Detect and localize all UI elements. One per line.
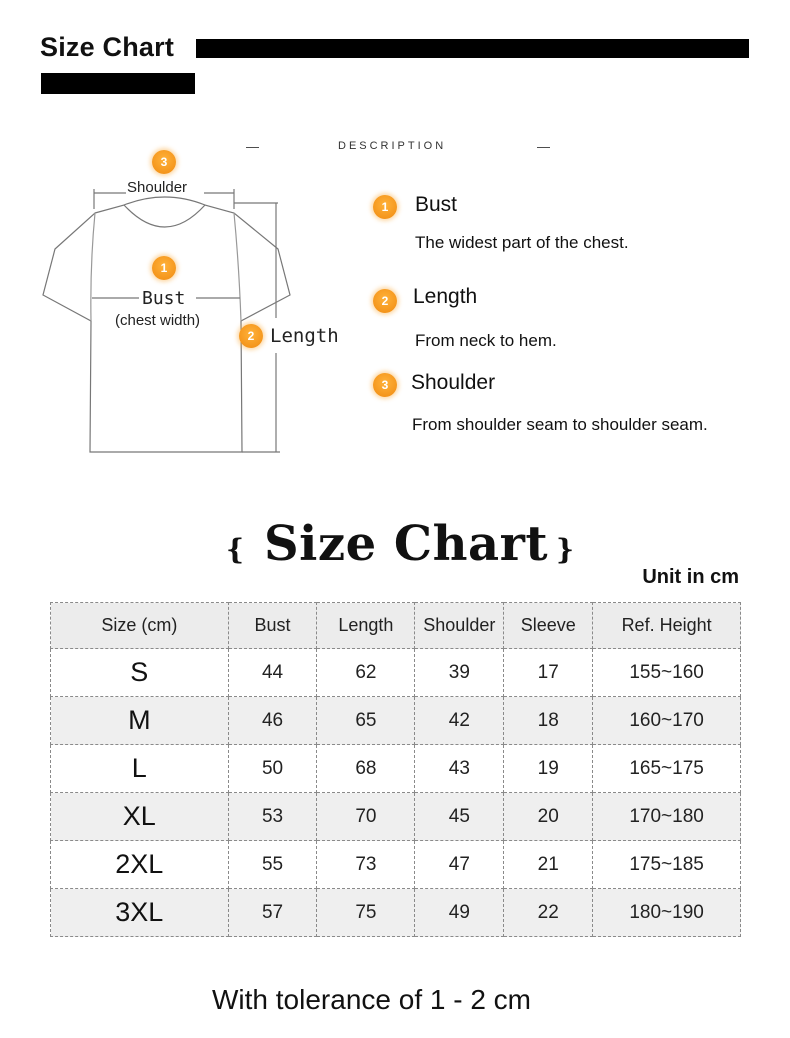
size-cell: 3XL [51, 889, 229, 937]
table-cell: 50 [228, 745, 317, 793]
size-chart-title: Size Chart [264, 516, 549, 572]
definition-text-length: From neck to hem. [415, 331, 557, 350]
header-bar-bottom [41, 73, 195, 94]
page-title: Size Chart [40, 32, 175, 62]
table-cell: 47 [415, 841, 504, 889]
definition-title-length: Length [413, 285, 478, 308]
table-cell: 39 [415, 649, 504, 697]
size-cell: 2XL [51, 841, 229, 889]
description-dash-right: — [537, 139, 550, 154]
table-cell: 55 [228, 841, 317, 889]
table-row [51, 889, 741, 937]
size-cell: L [51, 745, 229, 793]
table-cell: 46 [228, 697, 317, 745]
table-cell: 180~190 [593, 889, 741, 937]
table-cell: 57 [228, 889, 317, 937]
definition-title-bust: Bust [415, 193, 458, 216]
description-dash-left: — [246, 139, 259, 154]
chest-width-label: (chest width) [115, 312, 201, 329]
column-header: Sleeve [504, 603, 593, 649]
header-bar-top [196, 39, 749, 58]
definition-text-bust: The widest part of the chest. [415, 233, 629, 252]
table-cell: 49 [415, 889, 504, 937]
table-cell: 65 [317, 697, 415, 745]
table-cell: 18 [504, 697, 593, 745]
table-cell: 17 [504, 649, 593, 697]
table-cell: 73 [317, 841, 415, 889]
table-cell: 165~175 [593, 745, 741, 793]
shoulder-label: Shoulder [127, 179, 188, 196]
definition-badge-icon: 3 [373, 373, 397, 397]
brace-close: } [556, 533, 575, 566]
table-cell: 160~170 [593, 697, 741, 745]
definition-text-shoulder: From shoulder seam to shoulder seam. [412, 415, 708, 434]
unit-label: Unit in cm [642, 566, 739, 588]
size-cell: S [51, 649, 229, 697]
column-header: Length [317, 603, 415, 649]
column-header: Shoulder [415, 603, 504, 649]
definition-badge-icon: 1 [373, 195, 397, 219]
table-row [51, 841, 741, 889]
definition-badge-icon: 2 [373, 289, 397, 313]
column-header: Size (cm) [51, 603, 229, 649]
badge-shoulder-icon: 3 [152, 150, 176, 174]
table-cell: 19 [504, 745, 593, 793]
table-cell: 175~185 [593, 841, 741, 889]
table-cell: 53 [228, 793, 317, 841]
table-cell: 21 [504, 841, 593, 889]
column-header: Bust [228, 603, 317, 649]
definition-title-shoulder: Shoulder [411, 371, 496, 394]
table-cell: 75 [317, 889, 415, 937]
table-cell: 43 [415, 745, 504, 793]
table-cell: 155~160 [593, 649, 741, 697]
table-row [51, 745, 741, 793]
table-cell: 45 [415, 793, 504, 841]
badge-length-icon: 2 [239, 324, 263, 348]
table-row [51, 697, 741, 745]
table-header-row [51, 603, 741, 649]
table-cell: 22 [504, 889, 593, 937]
table-row [51, 649, 741, 697]
table-cell: 68 [317, 745, 415, 793]
bust-label: Bust [142, 288, 186, 309]
length-label: Length [270, 325, 339, 347]
size-cell: M [51, 697, 229, 745]
table-cell: 70 [317, 793, 415, 841]
table-cell: 44 [228, 649, 317, 697]
table-cell: 20 [504, 793, 593, 841]
column-header: Ref. Height [593, 603, 741, 649]
table-cell: 42 [415, 697, 504, 745]
table-row [51, 793, 741, 841]
tolerance-note: With tolerance of 1 - 2 cm [212, 984, 532, 1015]
size-table [50, 602, 741, 937]
table-cell: 170~180 [593, 793, 741, 841]
description-heading: DESCRIPTION [338, 140, 447, 152]
brace-open: { [226, 533, 245, 566]
table-cell: 62 [317, 649, 415, 697]
size-cell: XL [51, 793, 229, 841]
badge-bust-icon: 1 [152, 256, 176, 280]
